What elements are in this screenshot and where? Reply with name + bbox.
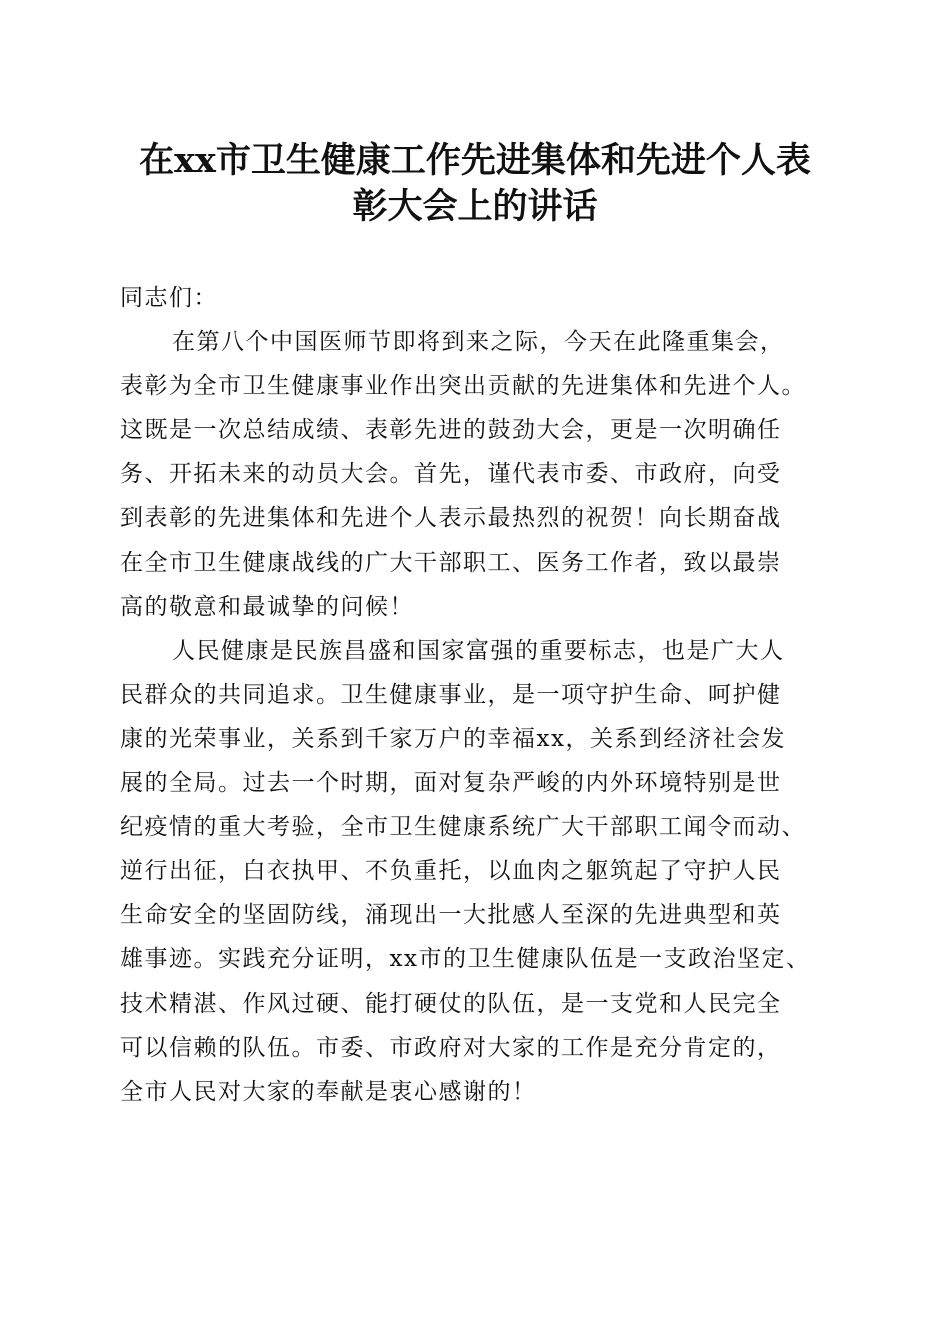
salutation: 同志们：	[120, 285, 218, 311]
paragraph-2-line: 逆行出征，白衣执甲、不负重托，以血肉之躯筑起了守护人民	[120, 858, 782, 885]
title-line-2: 彰大会上的讲话	[352, 186, 598, 227]
paragraph-2-line: 全市人民对大家的奉献是衷心感谢的！	[120, 1078, 537, 1105]
paragraph-2-line: 纪疫情的重大考验，全市卫生健康系统广大干部职工闻令而动、	[120, 814, 806, 841]
paragraph-2-line: 可以信赖的队伍。市委、市政府对大家的工作是充分肯定的，	[120, 1034, 782, 1061]
paragraph-1-line: 在全市卫生健康战线的广大干部职工、医务工作者，致以最崇	[120, 549, 782, 576]
document-body	[120, 276, 850, 1114]
paragraph-2-line: 雄事迹。实践充分证明，xx市的卫生健康队伍是一支政治坚定、	[120, 946, 811, 973]
document-title	[100, 138, 850, 230]
paragraph-2	[120, 629, 850, 1114]
paragraph-1-line: 这既是一次总结成绩、表彰先进的鼓劲大会，更是一次明确任	[120, 417, 782, 444]
paragraph-2-line: 人民健康是民族昌盛和国家富强的重要标志，也是广大人	[172, 637, 785, 664]
paragraph-2-line: 民群众的共同追求。卫生健康事业，是一项守护生命、呵护健	[120, 681, 782, 708]
paragraph-2-line: 康的光荣事业，关系到千家万户的幸福xx，关系到经济社会发	[120, 725, 786, 752]
title-line-1: 在xx市卫生健康工作先进集体和先进个人表	[139, 140, 811, 181]
paragraph-1-line: 高的敬意和最诚挚的问候！	[120, 593, 414, 620]
paragraph-2-line: 展的全局。过去一个时期，面对复杂严峻的内外环境特别是世	[120, 770, 782, 797]
paragraph-1-line: 到表彰的先进集体和先进个人表示最热烈的祝贺！向长期奋战	[120, 505, 782, 532]
paragraph-1-line: 务、开拓未来的动员大会。首先，谨代表市委、市政府，向受	[120, 461, 782, 488]
paragraph-2-line: 生命安全的坚固防线，涌现出一大批感人至深的先进典型和英	[120, 902, 782, 929]
paragraph-1	[120, 320, 850, 629]
paragraph-2-line: 技术精湛、作风过硬、能打硬仗的队伍，是一支党和人民完全	[120, 990, 782, 1017]
paragraph-1-line: 在第八个中国医师节即将到来之际，今天在此隆重集会，	[172, 329, 785, 356]
paragraph-1-line: 表彰为全市卫生健康事业作出突出贡献的先进集体和先进个人。	[120, 373, 806, 400]
